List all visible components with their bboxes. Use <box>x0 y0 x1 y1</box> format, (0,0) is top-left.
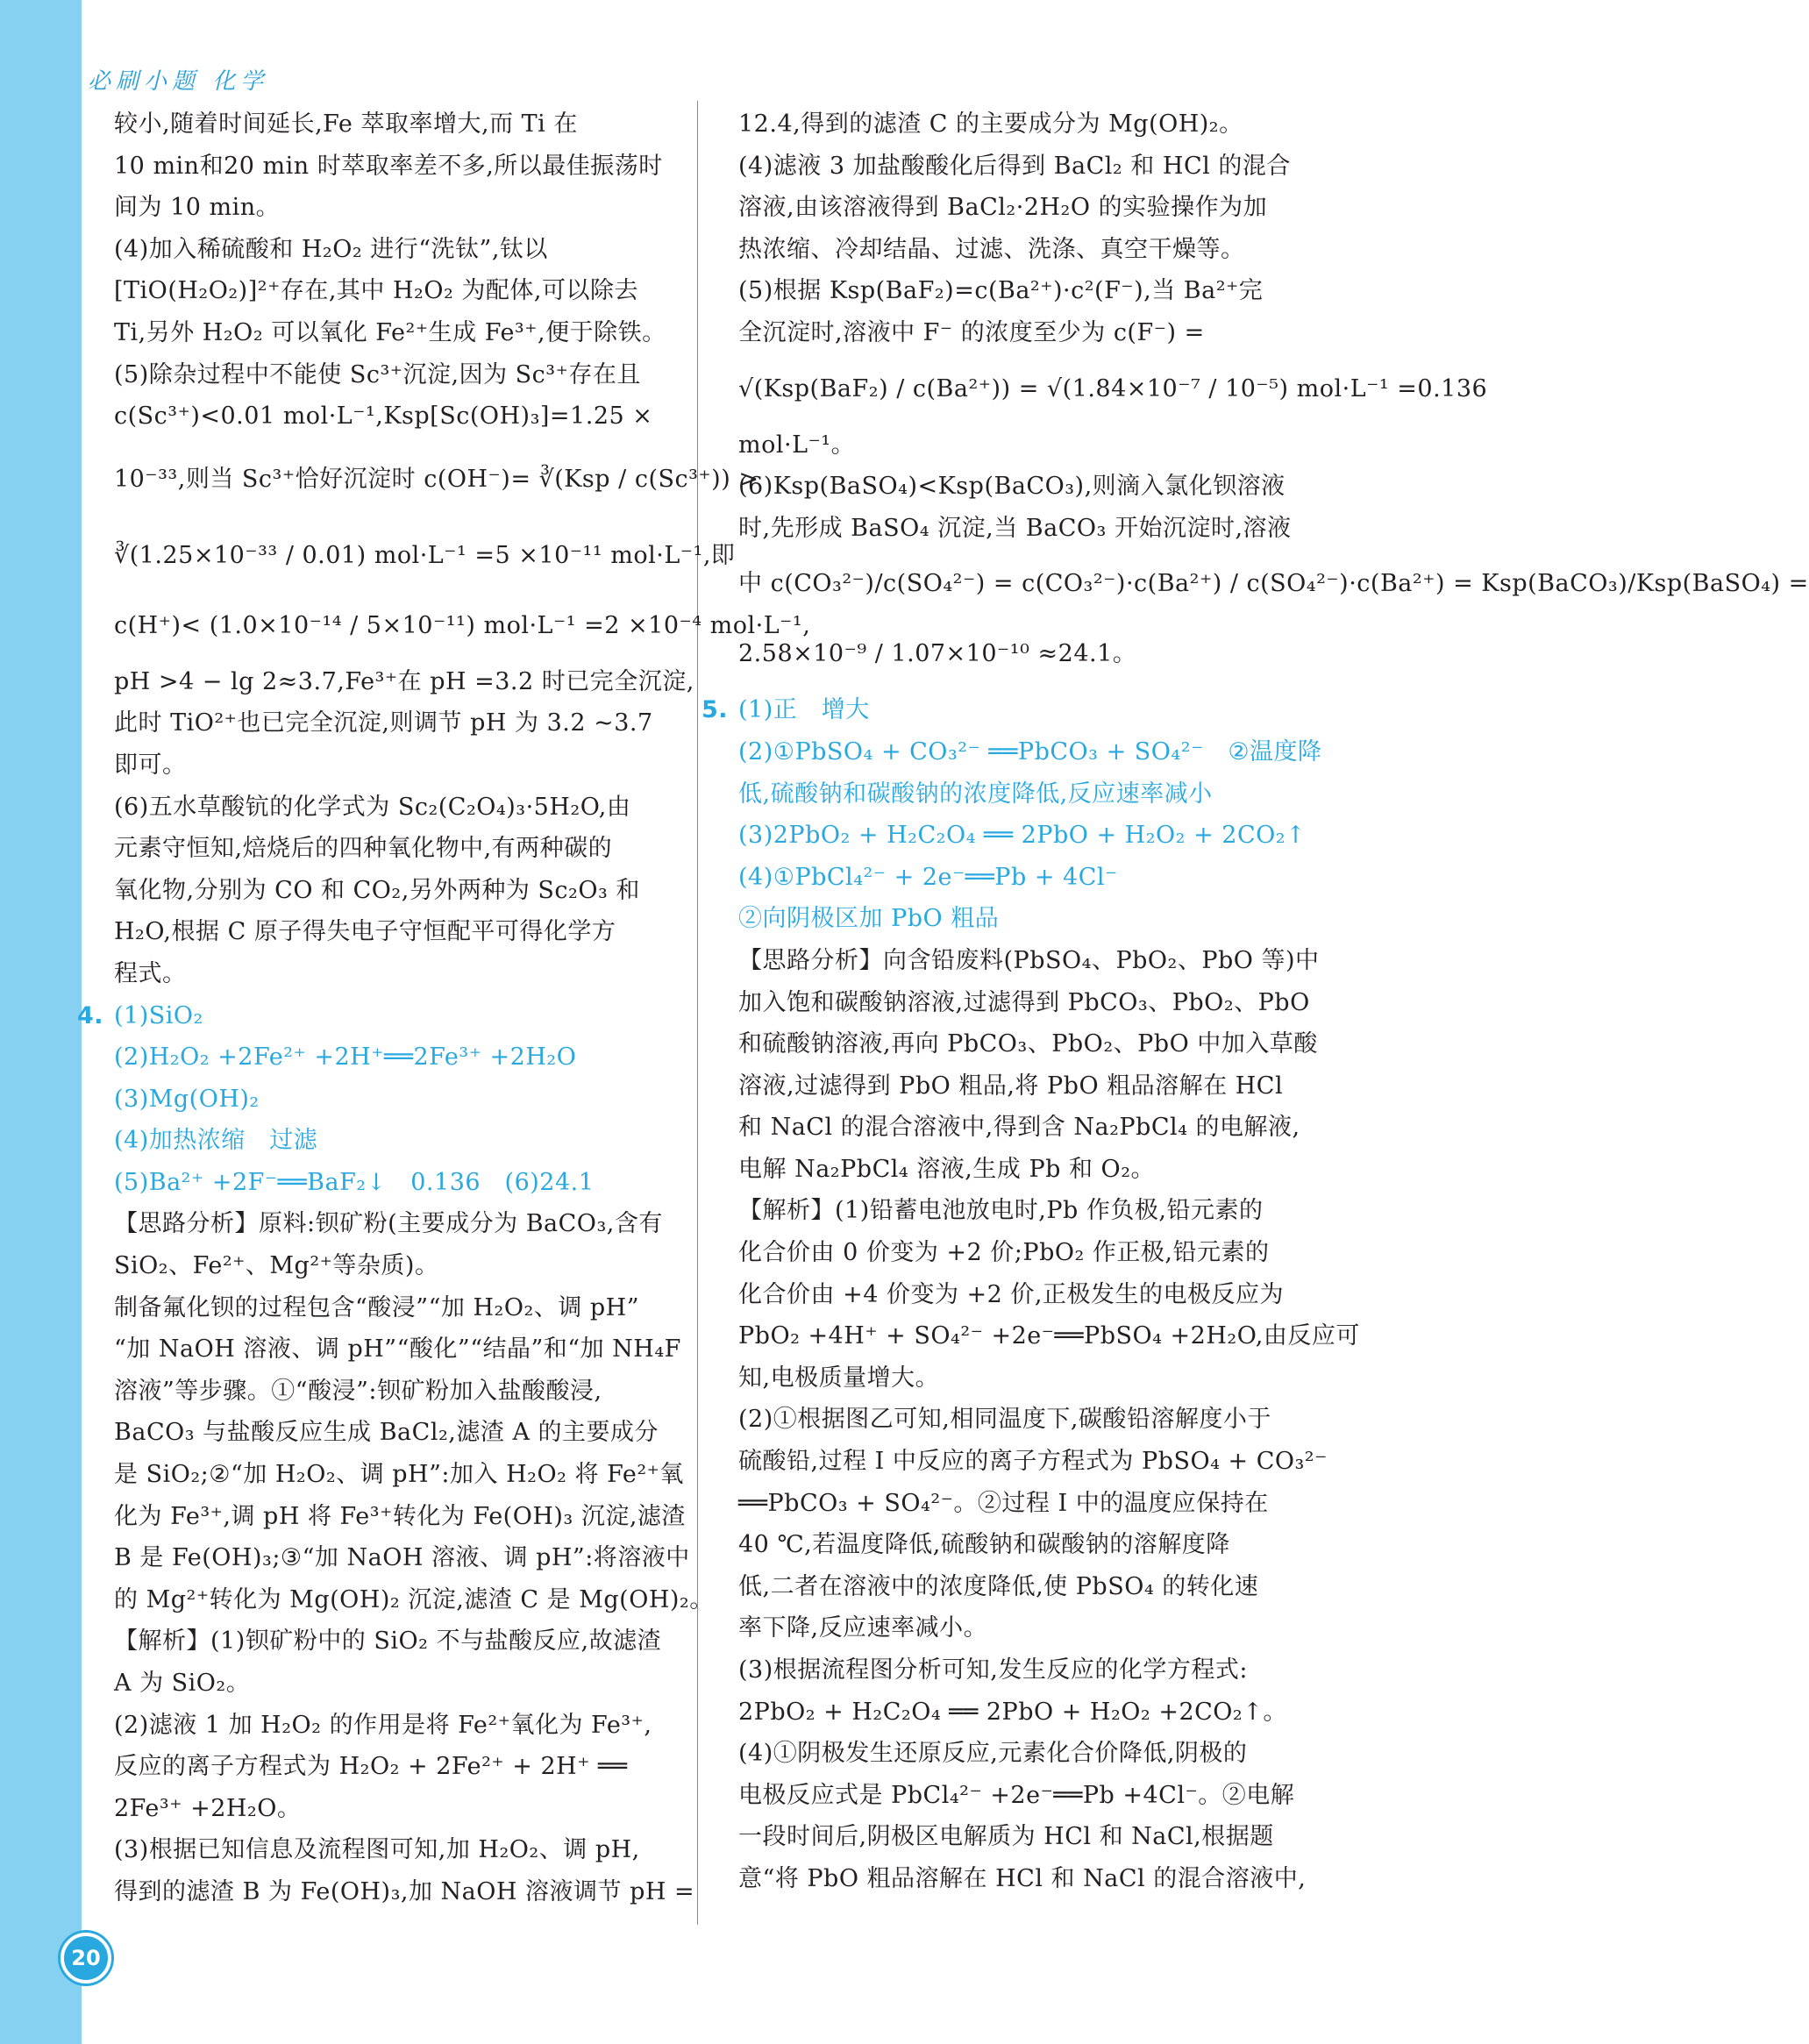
line-text: (4)加入稀硫酸和 H₂O₂ 进行“洗钛”,钛以 <box>114 235 548 263</box>
line-text: 溶液”等步骤。①“酸浸”:钡矿粉加入盐酸酸浸, <box>114 1377 602 1405</box>
text-line <box>738 1315 1360 1357</box>
line-text: (2)H₂O₂ +2Fe²⁺ +2H⁺══2Fe³⁺ +2H₂O <box>114 1043 577 1072</box>
line-text: 此时 TiO²⁺也已完全沉淀,则调节 pH 为 3.2 ~3.7 <box>114 709 653 737</box>
line-text: 制备氟化钡的过程包含“酸浸”“加 H₂O₂、调 pH” <box>114 1293 640 1321</box>
text-line <box>738 1566 1300 1608</box>
line-text: (1)正 增大 <box>738 696 870 724</box>
line-text: 电解 Na₂PbCl₄ 溶液,生成 Pb 和 O₂。 <box>738 1155 1156 1183</box>
text-line <box>738 1733 1300 1775</box>
question-number: 4. <box>77 1001 104 1029</box>
text-line <box>114 870 675 912</box>
line-text: 低,硫酸钠和碳酸钠的浓度降低,反应速率减小 <box>738 780 1213 808</box>
line-text: 的 Mg²⁺转化为 Mg(OH)₂ 沉淀,滤渣 C 是 Mg(OH)₂。 <box>114 1585 714 1613</box>
text-line <box>738 1190 1300 1232</box>
side-color-bar <box>0 0 82 2044</box>
text-line <box>114 953 675 995</box>
text-line <box>114 438 759 521</box>
line-text: 即可。 <box>114 751 187 779</box>
line-text: 反应的离子方程式为 H₂O₂ + 2Fe²⁺ + 2H⁺ ══ <box>114 1753 628 1781</box>
line-text: (2)滤液 1 加 H₂O₂ 的作用是将 Fe²⁺氧化为 Fe³⁺, <box>114 1711 652 1739</box>
text-line <box>77 995 675 1037</box>
line-text: 2PbO₂ + H₂C₂O₄ ══ 2PbO + H₂O₂ +2CO₂↑。 <box>738 1698 1287 1726</box>
line-text: 低,二者在溶液中的浓度降低,使 PbSO₄ 的转化速 <box>738 1572 1259 1600</box>
line-text: 溶液,过滤得到 PbO 粗品,将 PbO 粗品溶解在 HCl <box>738 1072 1284 1100</box>
line-text: (1)SiO₂ <box>114 1001 203 1029</box>
line-text: c(H⁺)< (1.0×10⁻¹⁴ / 5×10⁻¹¹) mol·L⁻¹ =2 ×10⁻⁴ mol·L⁻¹, <box>114 611 811 639</box>
text-line <box>738 731 1322 773</box>
line-text: 得到的滤渣 B 为 Fe(OH)₃,加 NaOH 溶液调节 pH = <box>114 1877 695 1905</box>
text-line <box>738 1107 1300 1149</box>
line-text: 中 c(CO₃²⁻)/c(SO₄²⁻) = c(CO₃²⁻)·c(Ba²⁺) / c(SO₄²⁻)·c(Ba²⁺) = Ksp(BaCO₃)/Ksp(BaSO₄) = <box>738 570 1809 598</box>
line-text: (5)Ba²⁺ +2F⁻══BaF₂↓ 0.136 (6)24.1 <box>114 1168 595 1196</box>
line-text: 硫酸铅,过程 Ⅰ 中反应的离子方程式为 PbSO₄ + CO₃²⁻ <box>738 1448 1328 1476</box>
line-text: 和硫酸钠溶液,再向 PbCO₃、PbO₂、PbO 中加入草酸 <box>738 1030 1318 1058</box>
text-line <box>738 1691 1300 1734</box>
text-line <box>114 1537 690 1579</box>
line-text: 较小,随着时间延长,Fe 萃取率增大,而 Ti 在 <box>114 110 578 138</box>
line-text: (4)加热浓缩 过滤 <box>114 1127 318 1155</box>
line-text: 间为 10 min。 <box>114 194 281 222</box>
text-line <box>738 466 1300 508</box>
text-line <box>114 911 675 953</box>
right-column <box>702 103 1809 1900</box>
line-text: 40 ℃,若温度降低,硫酸钠和碳酸钠的溶解度降 <box>738 1531 1230 1559</box>
text-line <box>738 1357 1300 1399</box>
text-line <box>738 1149 1300 1191</box>
text-line <box>114 187 675 229</box>
text-line <box>738 982 1310 1024</box>
line-text: 率下降,反应速率减小。 <box>738 1614 988 1642</box>
text-line <box>738 1483 1300 1525</box>
text-line <box>114 395 675 438</box>
text-line <box>114 1371 675 1413</box>
line-text: 【解析】(1)铅蓄电池放电时,Pb 作负极,铅元素的 <box>738 1197 1264 1225</box>
text-line <box>114 229 675 271</box>
line-text: 12.4,得到的滤渣 C 的主要成分为 Mg(OH)₂。 <box>738 110 1243 138</box>
text-line <box>738 549 1809 619</box>
text-line <box>114 1328 681 1371</box>
line-text: (3)根据已知信息及流程图可知,加 H₂O₂、调 pH, <box>114 1836 640 1864</box>
text-line <box>114 312 675 354</box>
line-text: (3)2PbO₂ + H₂C₂O₄ ══ 2PbO + H₂O₂ + 2CO₂↑ <box>738 822 1307 850</box>
text-line <box>114 1120 675 1162</box>
text-line <box>114 1663 675 1705</box>
line-text: (4)①PbCl₄²⁻ + 2e⁻══Pb + 4Cl⁻ <box>738 863 1118 891</box>
line-text: (6)五水草酸钪的化学式为 Sc₂(C₂O₄)₃·5H₂O,由 <box>114 793 631 821</box>
text-line <box>738 1399 1300 1441</box>
line-text: (6)Ksp(BaSO₄)<Ksp(BaCO₃),则滴入氯化钡溶液 <box>738 473 1286 501</box>
line-text: B 是 Fe(OH)₃;③“加 NaOH 溶液、调 pH”:将溶液中 <box>114 1544 690 1572</box>
text-line <box>738 103 1300 146</box>
line-text: 热浓缩、冷却结晶、过滤、洗涤、真空干燥等。 <box>738 235 1245 263</box>
text-line <box>738 354 1488 424</box>
line-text: 知,电极质量增大。 <box>738 1364 940 1392</box>
line-text: 氧化物,分别为 CO 和 CO₂,另外两种为 Sc₂O₃ 和 <box>114 876 640 904</box>
text-line <box>114 1036 675 1079</box>
line-text: 时,先形成 BaSO₄ 沉淀,当 BaCO₃ 开始沉淀时,溶液 <box>738 514 1292 542</box>
line-text: 10 min和20 min 时萃取率差不多,所以最佳振荡时 <box>114 152 663 180</box>
text-line <box>738 898 1300 940</box>
line-text: 2Fe³⁺ +2H₂O。 <box>114 1794 302 1822</box>
line-text: BaCO₃ 与盐酸反应生成 BaCl₂,滤渣 A 的主要成分 <box>114 1419 659 1447</box>
line-text: H₂O,根据 C 原子得失电子守恒配平可得化学方 <box>114 918 616 946</box>
text-line <box>114 1245 675 1287</box>
text-line <box>738 619 1300 689</box>
text-line <box>114 787 675 829</box>
line-text: 加入饱和碳酸钠溶液,过滤得到 PbCO₃、PbO₂、PbO <box>738 988 1310 1016</box>
line-text: SiO₂、Fe²⁺、Mg²⁺等杂质)。 <box>114 1252 439 1280</box>
text-line <box>738 1065 1300 1107</box>
line-text: (5)根据 Ksp(BaF₂)=c(Ba²⁺)·c²(F⁻),当 Ba²⁺完 <box>738 277 1264 305</box>
line-text: [TiO(H₂O₂)]²⁺存在,其中 H₂O₂ 为配体,可以除去 <box>114 277 638 305</box>
line-text: ②向阴极区加 PbO 粗品 <box>738 905 1000 933</box>
text-line <box>738 1441 1328 1483</box>
text-line <box>702 689 1300 731</box>
text-line <box>114 1203 675 1245</box>
line-text: Ti,另外 H₂O₂ 可以氧化 Fe²⁺生成 Fe³⁺,便于除铁。 <box>114 318 666 346</box>
line-text: ∛(1.25×10⁻³³ / 0.01) mol·L⁻¹ =5 ×10⁻¹¹ mol·L⁻¹,即 <box>114 541 736 569</box>
line-text: PbO₂ +4H⁺ + SO₄²⁻ +2e⁻══PbSO₄ +2H₂O,由反应可 <box>738 1322 1360 1350</box>
text-line <box>114 1746 675 1788</box>
line-text: (3)根据流程图分析可知,发生反应的化学方程式: <box>738 1656 1248 1684</box>
line-text: 和 NaCl 的混合溶液中,得到含 Na₂PbCl₄ 的电解液, <box>738 1114 1300 1142</box>
text-line <box>114 828 675 870</box>
text-line <box>738 1607 1300 1649</box>
line-text: 【思路分析】向含铅废料(PbSO₄、PbO₂、PbO 等)中 <box>738 946 1320 974</box>
line-text: 【解析】(1)钡矿粉中的 SiO₂ 不与盐酸反应,故滤渣 <box>114 1627 662 1656</box>
line-text: ══PbCO₃ + SO₄²⁻。②过程 Ⅰ 中的温度应保持在 <box>738 1489 1269 1517</box>
text-line <box>114 1162 675 1204</box>
text-line <box>114 591 811 661</box>
line-text: 化为 Fe³⁺,调 pH 将 Fe³⁺转化为 Fe(OH)₃ 沉淀,滤渣 <box>114 1502 686 1530</box>
line-text: 意“将 PbO 粗品溶解在 HCl 和 NaCl 的混合溶液中, <box>738 1864 1307 1892</box>
text-line <box>114 1620 675 1663</box>
text-line <box>114 103 675 146</box>
line-text: 2.58×10⁻⁹ / 1.07×10⁻¹⁰ ≈24.1。 <box>738 640 1137 668</box>
text-line <box>738 1274 1300 1316</box>
text-line <box>114 1579 714 1621</box>
line-text: (2)①PbSO₄ + CO₃²⁻ ══PbCO₃ + SO₄²⁻ ②温度降 <box>738 737 1322 766</box>
question-number: 5. <box>702 696 729 724</box>
line-text: pH >4 − lg 2≈3.7,Fe³⁺在 pH =3.2 时已完全沉淀, <box>114 667 694 695</box>
text-line <box>738 1858 1307 1900</box>
text-line <box>738 1023 1318 1065</box>
text-line <box>738 1524 1300 1566</box>
text-line <box>114 1705 675 1747</box>
text-line <box>738 1816 1300 1858</box>
text-line <box>114 521 736 591</box>
line-text: 溶液,由该溶液得到 BaCl₂·2H₂O 的实验操作为加 <box>738 194 1268 222</box>
line-text: 【思路分析】原料:钡矿粉(主要成分为 BaCO₃,含有 <box>114 1210 663 1238</box>
text-line <box>738 187 1300 229</box>
line-text: 电极反应式是 PbCl₄²⁻ +2e⁻══Pb +4Cl⁻。②电解 <box>738 1781 1295 1809</box>
text-line <box>114 1454 684 1496</box>
line-text: 全沉淀时,溶液中 F⁻ 的浓度至少为 c(F⁻) = <box>738 318 1205 346</box>
text-line <box>114 1871 695 1913</box>
line-text: (5)除杂过程中不能使 Sc³⁺沉淀,因为 Sc³⁺存在且 <box>114 360 641 388</box>
text-line <box>114 1079 675 1121</box>
column-divider <box>697 101 698 1925</box>
line-text: 是 SiO₂;②“加 H₂O₂、调 pH”:加入 H₂O₂ 将 Fe²⁺氧 <box>114 1461 684 1489</box>
text-line <box>114 1788 675 1830</box>
line-text: mol·L⁻¹。 <box>738 431 856 459</box>
text-line <box>114 1496 686 1538</box>
text-line <box>738 229 1300 271</box>
line-text: 程式。 <box>114 959 187 987</box>
line-text: c(Sc³⁺)<0.01 mol·L⁻¹,Ksp[Sc(OH)₃]=1.25 × <box>114 402 653 431</box>
page-number-badge: 20 <box>61 1933 111 1983</box>
line-text: “加 NaOH 溶液、调 pH”“酸化”“结晶”和“加 NH₄F <box>114 1335 681 1364</box>
text-line <box>114 661 694 703</box>
line-text: 化合价由 +4 价变为 +2 价,正极发生的电极反应为 <box>738 1280 1285 1308</box>
line-text: 一段时间后,阴极区电解质为 HCl 和 NaCl,根据题 <box>738 1823 1274 1851</box>
text-line <box>114 702 675 744</box>
text-line <box>738 1775 1300 1817</box>
text-line <box>738 815 1307 857</box>
text-line <box>114 354 675 396</box>
text-line <box>738 940 1320 982</box>
line-text: (2)①根据图乙可知,相同温度下,碳酸铅溶解度小于 <box>738 1406 1271 1434</box>
text-line <box>738 508 1300 550</box>
line-text: A 为 SiO₂。 <box>114 1670 251 1697</box>
text-line <box>738 312 1300 354</box>
line-text: (3)Mg(OH)₂ <box>114 1085 260 1113</box>
text-line <box>114 1412 675 1454</box>
line-text: 10⁻³³,则当 Sc³⁺恰好沉淀时 c(OH⁻)= ∛(Ksp / c(Sc³⁺)) > <box>114 465 759 493</box>
running-header: 必刷小题 化学 <box>88 68 269 95</box>
line-text: (4)①阴极发生还原反应,元素化合价降低,阴极的 <box>738 1740 1248 1768</box>
text-line <box>114 146 675 188</box>
text-line <box>114 1829 675 1871</box>
text-line <box>738 1232 1300 1274</box>
text-line <box>738 270 1300 312</box>
text-line <box>738 146 1300 188</box>
text-line <box>738 424 1300 466</box>
text-line <box>738 773 1300 815</box>
text-line <box>114 744 675 787</box>
text-line <box>114 1287 675 1329</box>
line-text: 化合价由 0 价变为 +2 价;PbO₂ 作正极,铅元素的 <box>738 1239 1270 1267</box>
text-line <box>114 270 675 312</box>
line-text: (4)滤液 3 加盐酸酸化后得到 BaCl₂ 和 HCl 的混合 <box>738 152 1291 180</box>
text-line <box>738 1649 1300 1691</box>
line-text: √(Ksp(BaF₂) / c(Ba²⁺)) = √(1.84×10⁻⁷ / 10⁻⁵) mol·L⁻¹ =0.136 <box>738 374 1488 402</box>
line-text: 元素守恒知,焙烧后的四种氧化物中,有两种碳的 <box>114 835 613 863</box>
text-line <box>738 857 1300 899</box>
